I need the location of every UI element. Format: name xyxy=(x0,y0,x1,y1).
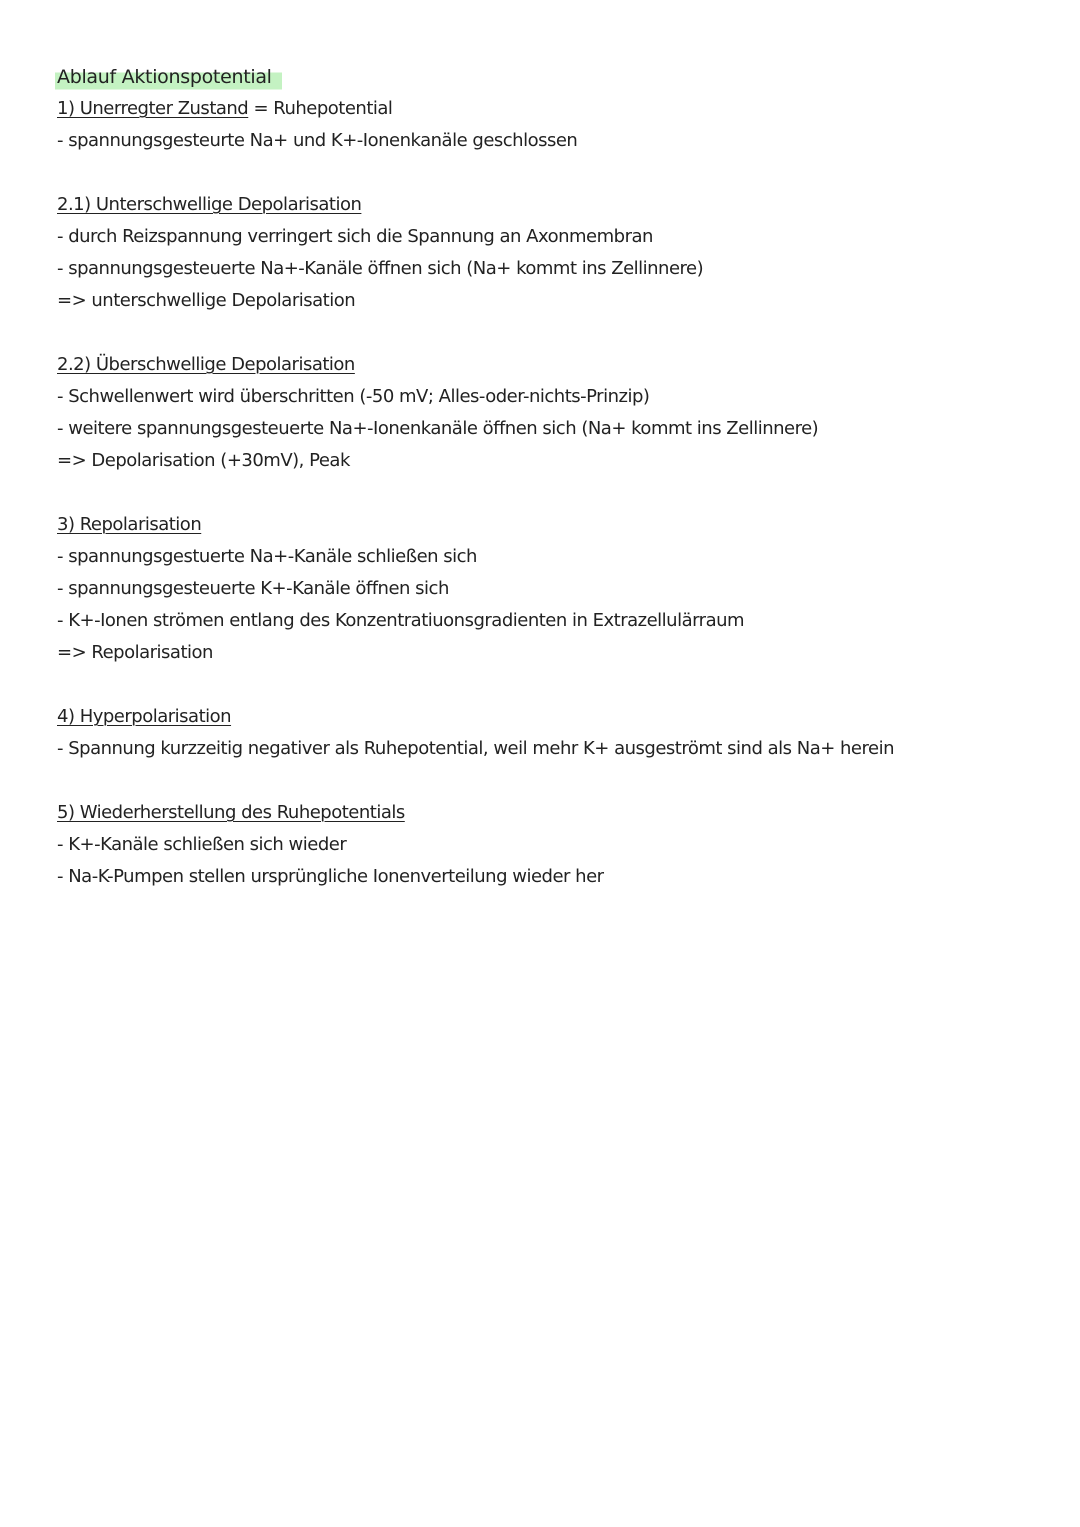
section-3-heading: 3) Repolarisation xyxy=(57,514,202,535)
section-5-heading: 5) Wiederherstellung des Ruhepotentials xyxy=(57,802,405,823)
section-2-1-line-1: - durch Reizspannung verringert sich die Spannung an Axonmembran xyxy=(57,226,653,247)
section-2-2-line-2: - weitere spannungsgesteuerte Na+-Ionenkanäle öffnen sich (Na+ kommt ins Zellinnere) xyxy=(57,418,819,439)
section-3-line-1: - spannungsgestuerte Na+-Kanäle schließen sich xyxy=(57,546,477,567)
section-5-line-1: - K+-Kanäle schließen sich wieder xyxy=(57,834,347,855)
section-4-heading: 4) Hyperpolarisation xyxy=(57,706,232,727)
section-3-line-2: - spannungsgesteuerte K+-Kanäle öffnen sich xyxy=(57,578,449,599)
section-2-2-line-3: => Depolarisation (+30mV), Peak xyxy=(57,450,350,471)
section-1-heading: 1) Unerregter Zustand xyxy=(57,98,249,119)
page-title: Ablauf Aktionspotential xyxy=(55,62,282,92)
section-2-1-line-3: => unterschwellige Depolarisation xyxy=(57,290,356,311)
section-1-heading-suffix: = Ruhepotential xyxy=(248,98,393,119)
section-1-line-1: - spannungsgesteurte Na+ und K+-Ionenkanäle geschlossen xyxy=(57,130,578,151)
section-4-line-1: - Spannung kurzzeitig negativer als Ruhepotential, weil mehr K+ ausgeströmt sind als Na+ herein xyxy=(57,738,894,759)
section-2-2-line-1: - Schwellenwert wird überschritten (-50 mV; Alles-oder-nichts-Prinzip) xyxy=(57,386,650,407)
section-2-1-heading: 2.1) Unterschwellige Depolarisation xyxy=(57,194,362,215)
section-3-line-4: => Repolarisation xyxy=(57,642,213,663)
section-1-heading-line xyxy=(57,95,392,123)
section-3-line-3: - K+-Ionen strömen entlang des Konzentratiuonsgradienten in Extrazellulärraum xyxy=(57,610,745,631)
section-5-line-2: - Na-K-Pumpen stellen ursprüngliche Ionenverteilung wieder her xyxy=(57,866,604,887)
section-2-1-line-2: - spannungsgesteuerte Na+-Kanäle öffnen sich (Na+ kommt ins Zellinnere) xyxy=(57,258,704,279)
section-2-2-heading: 2.2) Überschwellige Depolarisation xyxy=(57,354,355,375)
